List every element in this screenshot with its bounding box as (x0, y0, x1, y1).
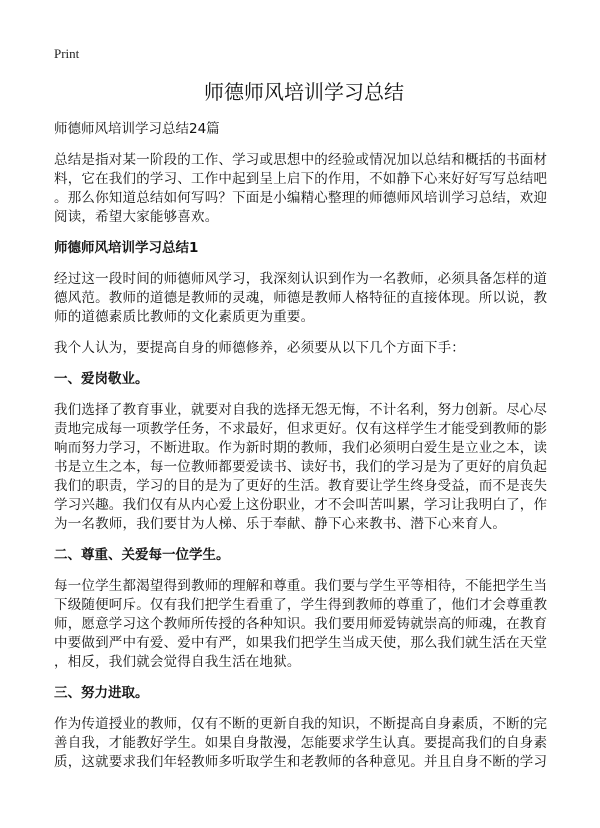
paragraph-line: 德风范。教师的道德是教师的灵魂，师德是教师人格特征的直接体现。所以说，教 (54, 290, 548, 306)
document-subtitle: 师德师风培训学习总结24篇 (54, 121, 220, 137)
paragraph-line: 经过这一段时间的师德师风学习，我深刻认识到作为一名教师，必须具备怎样的道 (54, 271, 548, 287)
paragraph-line: 责地完成每一项教学任务，不求最好，但求更好。仅有这样学生才能受到教师的影 (54, 421, 548, 437)
section-heading: 二、尊重、关爱每一位学生。 (54, 547, 230, 563)
paragraph-line: 料，它在我们的学习、工作中起到呈上启下的作用，不如静下心来好好写写总结吧 (54, 171, 548, 187)
paragraph-line: 学习兴趣。我们仅有从内心爱上这份职业，才不会叫苦叫累，学习让我明白了，作 (54, 497, 548, 513)
paragraph-line: 我个人认为，要提高自身的师德修养，必须要从以下几个方面下手： (54, 340, 465, 356)
paragraph (54, 577, 554, 672)
paragraph (54, 270, 554, 327)
section-heading: 三、努力进取。 (54, 685, 149, 701)
paragraph-line: 响而努力学习，不断进取。作为新时期的教师，我们必须明白爱生是立业之本，读 (54, 440, 548, 456)
paragraph-line: 书是立生之本，每一位教师都要爱读书、读好书，我们的学习是为了更好的肩负起 (54, 459, 548, 475)
paragraph-line: 为一名教师，我们要甘为人梯、乐于奉献、静下心来教书、潜下心来育人。 (54, 516, 507, 532)
paragraph-line: ，相反，我们就会觉得自我生活在地狱。 (54, 654, 301, 670)
paragraph (54, 401, 554, 534)
paragraph (54, 151, 554, 227)
paragraph-line: 作为传道授业的教师，仅有不断的更新自我的知识，不断提高自身素质，不断的完 (54, 716, 548, 732)
paragraph-line: 我们选择了教育事业，就要对自我的选择无怨无悔，不计名利，努力创新。尽心尽 (54, 402, 548, 418)
paragraph-line: 善自我，才能教好学生。如果自身散漫，怎能要求学生认真。要提高我们的自身素 (54, 735, 548, 751)
paragraph-line: 我们的职责，学习的目的是为了更好的生活。教育要让学生终身受益，而不是丧失 (54, 478, 548, 494)
paragraph-line: 。那么你知道总结如何写吗？下面是小编精心整理的师德师风培训学习总结，欢迎 (54, 190, 548, 206)
paragraph-line: 中要做到严中有爱、爱中有严，如果我们把学生当成天使，那么我们就生活在天堂 (54, 635, 548, 651)
document (54, 78, 554, 784)
page-title: 师德师风培训学习总结 (204, 80, 404, 104)
print-link[interactable]: Print (54, 46, 80, 61)
paragraph-line: 阅读，希望大家能够喜欢。 (54, 209, 219, 225)
paragraph (54, 715, 554, 772)
paragraph-line: 每一位学生都渴望得到教师的理解和尊重。我们要与学生平等相待，不能把学生当 (54, 578, 548, 594)
paragraph-line: 总结是指对某一阶段的工作、学习或思想中的经验或情况加以总结和概括的书面材 (54, 152, 548, 168)
paragraph-line: 质，这就要求我们年轻教师多听取学生和老教师的各种意见。并且自身不断的学习 (54, 754, 548, 770)
paragraph-line: 师的道德素质比教师的文化素质更为重要。 (54, 309, 315, 325)
section-heading: 一、爱岗敬业。 (54, 371, 149, 387)
paragraph-line: 下级随便呵斥。仅有我们把学生看重了，学生得到教师的尊重了，他们才会尊重教 (54, 597, 548, 613)
paragraph-line: 师，愿意学习这个教师所传授的各种知识。我们要用师爱铸就崇高的师魂，在教育 (54, 616, 548, 632)
paragraph (54, 339, 554, 358)
section-heading: 师德师风培训学习总结1 (54, 240, 199, 256)
document-body (54, 151, 554, 772)
